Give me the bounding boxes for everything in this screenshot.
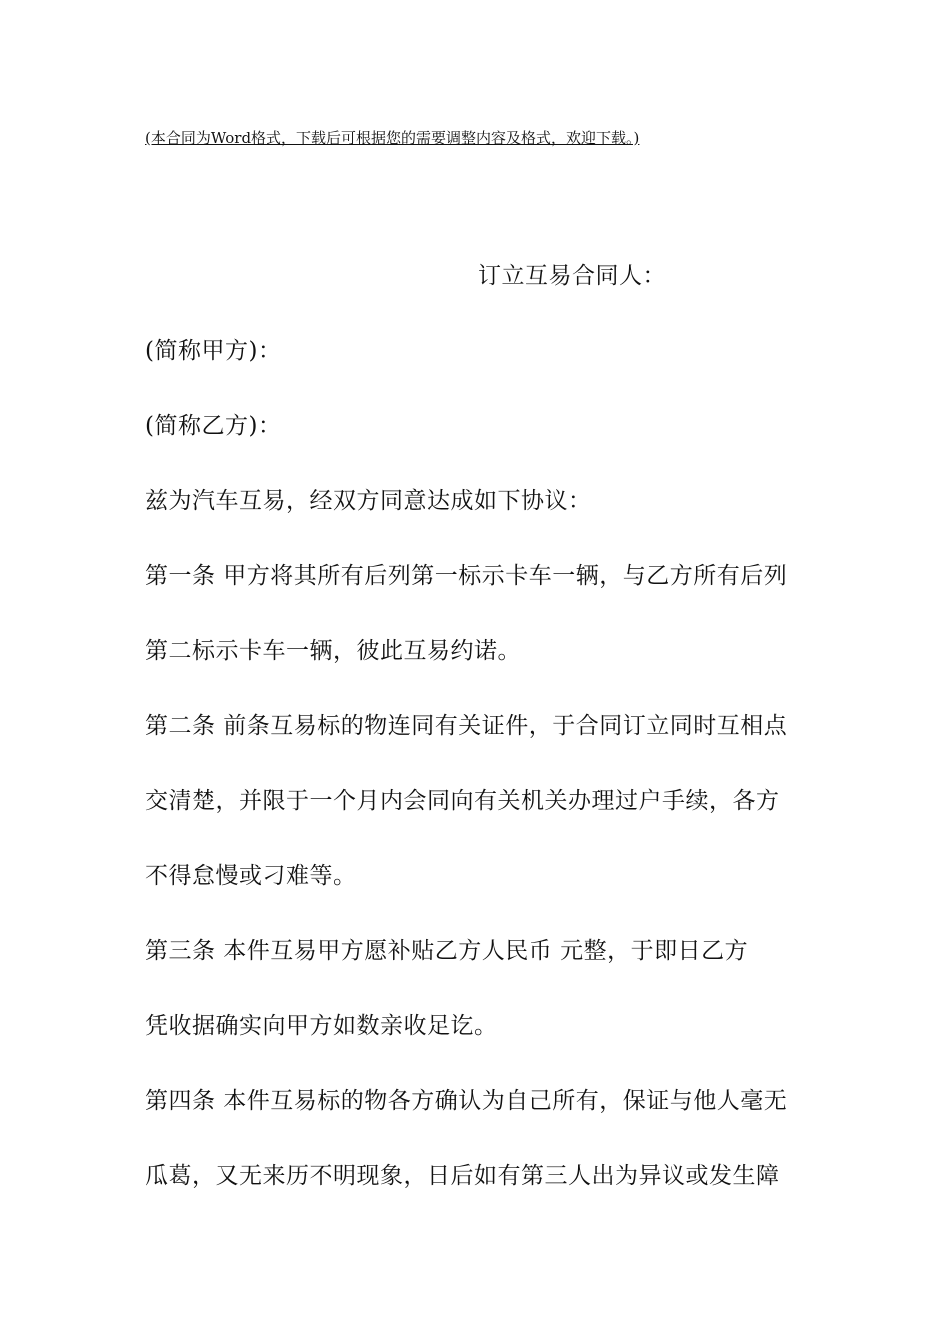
contract-title: 订立互易合同人： — [478, 263, 666, 289]
article-4-line-2: 瓜葛，又无来历不明现象，日后如有第三人出为异议或发生障 — [145, 1163, 780, 1189]
article-1-line-1: 第一条 甲方将其所有后列第一标示卡车一辆，与乙方所有后列 — [145, 563, 788, 589]
article-1-line-2: 第二标示卡车一辆，彼此互易约诺。 — [145, 638, 521, 664]
party-b-line: (简称乙方)： — [145, 413, 282, 439]
article-3-line-2: 凭收据确实向甲方如数亲收足讫。 — [145, 1013, 498, 1039]
article-3-line-1: 第三条 本件互易甲方愿补贴乙方人民币 元整，于即日乙方 — [145, 938, 749, 964]
download-notice: (本合同为Word格式，下载后可根据您的需要调整内容及格式，欢迎下载。) — [145, 129, 640, 147]
article-2-line-1: 第二条 前条互易标的物连同有关证件，于合同订立同时互相点 — [145, 713, 788, 739]
article-4-line-1: 第四条 本件互易标的物各方确认为自己所有，保证与他人毫无 — [145, 1088, 788, 1114]
article-2-line-2: 交清楚，并限于一个月内会同向有关机关办理过户手续，各方 — [145, 788, 780, 814]
article-2-line-3: 不得怠慢或刁难等。 — [145, 863, 357, 889]
party-a-line: (简称甲方)： — [145, 338, 282, 364]
preamble-line: 兹为汽车互易，经双方同意达成如下协议： — [145, 488, 592, 514]
